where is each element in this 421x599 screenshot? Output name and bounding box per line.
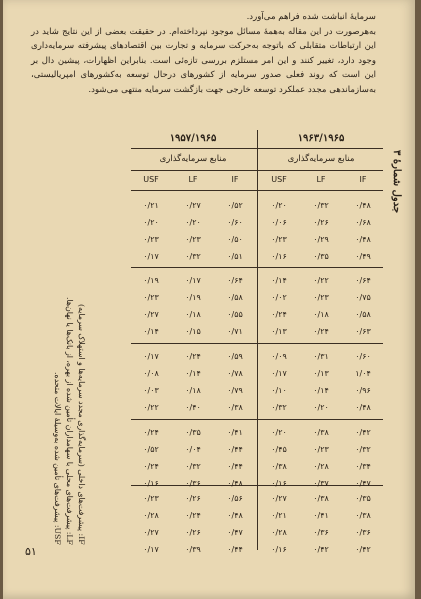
- period-header-left: ۱۹۵۷/۱۹۶۵: [169, 133, 217, 144]
- table-cell: ۰/۳۷: [313, 479, 329, 488]
- table-cell: ۰/۲۳: [143, 235, 159, 244]
- table-cell: ۰/۲۰: [271, 428, 287, 437]
- col-header-lf-left: LF: [188, 175, 198, 184]
- table-cell: ۰/۱۳: [313, 369, 329, 378]
- period-header-right: ۱۹۶۳/۱۹۶۵: [297, 133, 345, 144]
- table-title: جدول شمارهٔ ۳: [391, 150, 402, 214]
- table-cell: ۰/۵۱: [227, 252, 243, 261]
- document-page: [3, 0, 415, 599]
- table-cell: ۰/۷۸: [227, 369, 243, 378]
- table-cell: ۰/۴۲: [313, 545, 329, 554]
- table-cell: ۰/۳۲: [185, 252, 201, 261]
- table-cell: ۰/۱۹: [185, 293, 201, 302]
- table-cell: ۰/۲۳: [143, 494, 159, 503]
- table-cell: ۰/۶۳: [355, 327, 371, 336]
- table-cell: ۰/۰۸: [143, 369, 159, 378]
- table-cell: ۰/۲۰: [313, 403, 329, 412]
- table-cell: ۰/۳۲: [313, 201, 329, 210]
- table-cell: ۰/۲۱: [271, 511, 287, 520]
- table-cell: ۰/۲۴: [143, 462, 159, 471]
- table-cell: ۰/۳۶: [313, 528, 329, 537]
- table-cell: ۰/۶۸: [355, 218, 371, 227]
- col-header-lf-right: LF: [316, 175, 326, 184]
- table-cell: ۰/۴۵: [271, 445, 287, 454]
- table-cell: ۰/۳۲: [185, 462, 201, 471]
- table-cell: ۰/۲۱: [143, 201, 159, 210]
- note-if: IF: پیشرفت‌های داخلی (سرمایه‌گذاری مجدد سرمایه‌ها و استهلاک سرمایه): [77, 304, 86, 545]
- table-cell: ۰/۳۵: [355, 494, 371, 503]
- table-cell: ۰/۵۵: [227, 310, 243, 319]
- page-number: ۵۱: [25, 545, 37, 558]
- table-cell: ۰/۲۸: [313, 462, 329, 471]
- body-text: [31, 10, 376, 98]
- table-cell: ۰/۶۰: [227, 218, 243, 227]
- table-cell: ۰/۵۲: [227, 201, 243, 210]
- table-notes: [51, 295, 87, 545]
- table-cell: ۰/۱۷: [143, 352, 159, 361]
- table-cell: ۰/۳۶: [355, 528, 371, 537]
- table-cell: ۰/۲۰: [143, 218, 159, 227]
- table-cell: ۰/۲۴: [313, 327, 329, 336]
- table-cell: ۰/۱۳: [271, 327, 287, 336]
- table-cell: ۰/۲۴: [185, 511, 201, 520]
- table-cell: ۰/۲۶: [313, 218, 329, 227]
- table-cell: ۰/۰۲: [271, 293, 287, 302]
- table-cell: ۰/۲۹: [313, 235, 329, 244]
- table-cell: ۰/۴۸: [227, 479, 243, 488]
- table-cell: ۰/۵۰: [227, 235, 243, 244]
- table-cell: ۰/۶۰: [355, 352, 371, 361]
- table-cell: ۰/۴۸: [227, 511, 243, 520]
- table-cell: ۰/۰۳: [143, 386, 159, 395]
- table-cell: ۰/۱۷: [271, 369, 287, 378]
- table-cell: ۰/۷۵: [355, 293, 371, 302]
- table-cell: ۰/۳۹: [185, 545, 201, 554]
- table-cell: ۰/۱۷: [143, 545, 159, 554]
- subheader-left: منابع سرمایه‌گذاری: [159, 154, 227, 164]
- table-cell: ۰/۱۴: [271, 276, 287, 285]
- table-cell: ۰/۳۲: [271, 403, 287, 412]
- table-cell: ۰/۱۵: [185, 327, 201, 336]
- table-cell: ۱/۰۴: [355, 369, 371, 378]
- table-cell: ۰/۱۰: [271, 386, 287, 395]
- table-cell: ۰/۷۱: [227, 327, 243, 336]
- table-cell: ۰/۰۹: [271, 352, 287, 361]
- table-cell: ۰/۲۳: [143, 293, 159, 302]
- table-cell: ۰/۳۴: [355, 462, 371, 471]
- table-cell: ۰/۲۸: [143, 511, 159, 520]
- table-cell: ۰/۲۴: [143, 428, 159, 437]
- subheader-right: منابع سرمایه‌گذاری: [287, 154, 355, 164]
- table-cell: ۰/۲۳: [271, 235, 287, 244]
- table-cell: ۰/۵۲: [143, 445, 159, 454]
- table-cell: ۰/۱۷: [185, 276, 201, 285]
- table-cell: ۰/۴۸: [355, 403, 371, 412]
- table-cell: ۰/۱۶: [143, 479, 159, 488]
- table-cell: ۰/۹۶: [355, 386, 371, 395]
- table-cell: ۰/۴۸: [355, 235, 371, 244]
- table-cell: ۰/۱۷: [143, 252, 159, 261]
- table-cell: ۰/۳۱: [313, 352, 329, 361]
- table-cell: ۰/۴۱: [313, 511, 329, 520]
- table-cell: ۰/۳۸: [313, 494, 329, 503]
- table-cell: ۰/۲۰: [185, 218, 201, 227]
- table-cell: ۰/۱۸: [313, 310, 329, 319]
- table-cell: ۰/۲۶: [185, 528, 201, 537]
- group-divider-2: [131, 343, 383, 344]
- table-cell: ۰/۳۶: [185, 479, 201, 488]
- table-cell: ۰/۳۵: [185, 428, 201, 437]
- table-cell: ۰/۰۶: [271, 218, 287, 227]
- table-cell: ۰/۲۴: [185, 352, 201, 361]
- table-cell: ۰/۴۱: [227, 428, 243, 437]
- table-cell: ۰/۱۶: [271, 545, 287, 554]
- table-cell: ۰/۱۸: [185, 386, 201, 395]
- table-center-divider: [257, 130, 258, 550]
- body-paragraph-1: سرمایهٔ انباشت شده فراهم می‌آورد.: [246, 12, 376, 22]
- table-cell: ۰/۴۲: [355, 428, 371, 437]
- note-lf: LF: پیشرفت‌های محلی با سهامداران تأمین شده از بهره، از بانک‌ها یا نهان‌ها.: [65, 297, 74, 545]
- table-cell: ۰/۲۷: [271, 494, 287, 503]
- table-cell: ۰/۴۴: [227, 462, 243, 471]
- table-cell: ۰/۳۸: [313, 428, 329, 437]
- table-cell: ۰/۰۴: [185, 445, 201, 454]
- table-cell: ۰/۳۸: [271, 462, 287, 471]
- table-cell: ۰/۲۷: [143, 310, 159, 319]
- table-cell: ۰/۱۴: [313, 386, 329, 395]
- table-cell: ۰/۶۴: [355, 276, 371, 285]
- table-cell: ۰/۲۳: [313, 445, 329, 454]
- table-cell: ۰/۲۷: [143, 528, 159, 537]
- note-usf: USF: پیشرفت‌های تأمین شده به‌وسیلهٔ ایالات متحده.: [53, 372, 62, 545]
- table-cell: ۰/۳۲: [355, 445, 371, 454]
- table-cell: ۰/۲۳: [313, 293, 329, 302]
- table-cell: ۰/۷۹: [227, 386, 243, 395]
- table-cell: ۰/۲۰: [271, 201, 287, 210]
- table-cell: ۰/۲۲: [143, 403, 159, 412]
- col-header-usf-left: USF: [143, 175, 159, 184]
- table-cell: ۰/۴۷: [227, 528, 243, 537]
- table-cell: ۰/۴۷: [355, 479, 371, 488]
- group-divider-3: [131, 419, 383, 420]
- col-header-usf-right: USF: [271, 175, 287, 184]
- table-cell: ۰/۱۸: [185, 310, 201, 319]
- table-cell: ۰/۱۶: [271, 479, 287, 488]
- table-cell: ۰/۲۸: [271, 528, 287, 537]
- body-paragraph-2: به‌هرصورت در این مقاله به‌همهٔ مسائل موجود نپرداخته‌ام. در حقیقت بعضی از این نتایج شاید در این ارتباطات متقابلی که باتوجه به‌حرکت سرمایه و تجارت بین اقتصادهای پیشرفته سرمایه‌داری وجود دارد، تغییر کنند و این امر مستلزم بررسی تازه‌ئی است. بنابراین اظهارات، پیشین دال بر این است که روند فعلی صدور سرمایه از کشورهای درحال توسعه به‌کشورهای امپریالیستی، به‌سازماندهی مجدد عملکرد توسعه خارجی جهت بازگشت سرمایه منتهی می‌شود.: [31, 26, 376, 95]
- table-cell: ۰/۶۴: [227, 276, 243, 285]
- col-header-if-right: IF: [359, 175, 367, 184]
- table-cell: ۰/۱۶: [271, 252, 287, 261]
- table-cell: ۰/۲۶: [185, 494, 201, 503]
- col-header-if-left: IF: [231, 175, 239, 184]
- table-cell: ۰/۴۹: [355, 252, 371, 261]
- table-cell: ۰/۳۵: [313, 252, 329, 261]
- table-cell: ۰/۵۸: [227, 293, 243, 302]
- table-cell: ۰/۲۷: [185, 201, 201, 210]
- table-cell: ۰/۴۸: [355, 201, 371, 210]
- table-cell: ۰/۴۴: [227, 445, 243, 454]
- table-cell: ۰/۳۸: [355, 511, 371, 520]
- table-cell: ۰/۵۶: [227, 494, 243, 503]
- data-table: [131, 130, 383, 554]
- table-cell: ۰/۵۸: [355, 310, 371, 319]
- table-cell: ۰/۱۴: [185, 369, 201, 378]
- table-cell: ۰/۴۰: [185, 403, 201, 412]
- group-divider-1: [131, 267, 383, 268]
- table-cell: ۰/۴۲: [355, 545, 371, 554]
- table-cell: ۰/۱۴: [143, 327, 159, 336]
- table-cell: ۰/۵۹: [227, 352, 243, 361]
- table-cell: ۰/۱۹: [143, 276, 159, 285]
- table-cell: ۰/۲۴: [271, 310, 287, 319]
- table-cell: ۰/۳۸: [227, 403, 243, 412]
- table-cell: ۰/۲۳: [185, 235, 201, 244]
- table-cell: ۰/۲۲: [313, 276, 329, 285]
- table-cell: ۰/۴۴: [227, 545, 243, 554]
